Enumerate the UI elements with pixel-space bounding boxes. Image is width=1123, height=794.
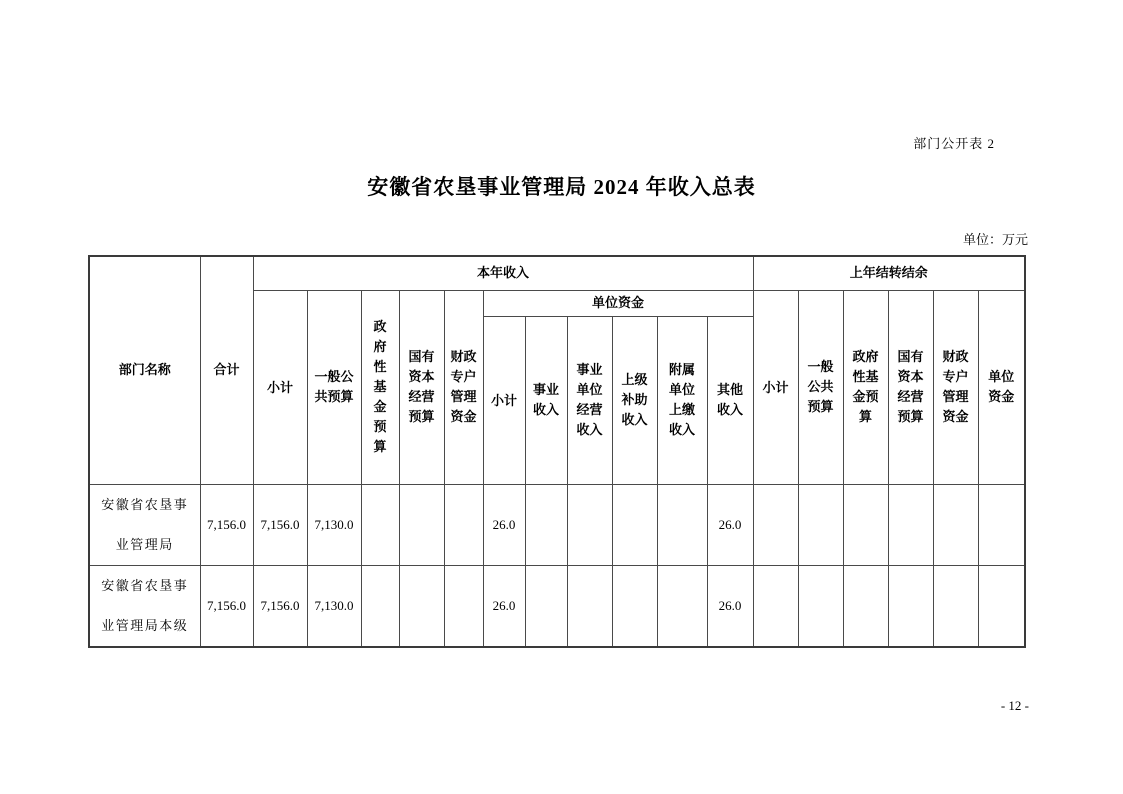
header-cy-state-capital-budget-label: 国有资本经营预算 bbox=[408, 349, 435, 424]
value-cell-uf-business-income bbox=[525, 565, 567, 647]
value-cell-uf-subtotal: 26.0 bbox=[483, 565, 525, 647]
header-uf-affiliated-remittance-income-label: 附属单位上缴收入 bbox=[668, 362, 695, 437]
value-cell-total: 7,156.0 bbox=[200, 484, 253, 565]
header-co-general-public-budget bbox=[798, 290, 843, 484]
value-cell-co-subtotal bbox=[753, 484, 798, 565]
header-department: 部门名称 bbox=[89, 256, 200, 484]
header-uf-business-operation-income-label: 事业单位经营收入 bbox=[576, 362, 603, 437]
header-co-govt-fund-budget bbox=[843, 290, 888, 484]
value-cell-co-state-capital-budget bbox=[888, 565, 933, 647]
value-cell-co-subtotal bbox=[753, 565, 798, 647]
value-cell-uf-business-income bbox=[525, 484, 567, 565]
value-cell-cy-general-public-budget: 7,130.0 bbox=[307, 484, 361, 565]
value-cell-uf-superior-subsidy-income bbox=[612, 565, 657, 647]
value-cell-uf-affiliated-remittance-income bbox=[657, 565, 707, 647]
header-cy-fiscal-account-funds-label: 财政专户管理资金 bbox=[450, 349, 477, 424]
header-uf-subtotal bbox=[483, 316, 525, 484]
value-cell-uf-other-income: 26.0 bbox=[707, 484, 753, 565]
value-cell-cy-subtotal: 7,156.0 bbox=[253, 484, 307, 565]
header-cy-fiscal-account-funds bbox=[444, 290, 483, 484]
page-number: - 12 - bbox=[1000, 698, 1029, 713]
header-uf-superior-subsidy-income-label: 上级补助收入 bbox=[621, 372, 648, 427]
header-total: 合计 bbox=[200, 256, 253, 484]
header-co-fiscal-account-funds bbox=[933, 290, 978, 484]
form-corner-label: 部门公开表 2 bbox=[913, 136, 995, 151]
income-summary-table bbox=[88, 255, 1026, 648]
value-cell-cy-fiscal-account-funds bbox=[444, 565, 483, 647]
page-title: 安徽省农垦事业管理局 2024 年收入总表 bbox=[367, 175, 756, 199]
header-co-subtotal bbox=[753, 290, 798, 484]
header-uf-other-income bbox=[707, 316, 753, 484]
value-cell-co-govt-fund-budget bbox=[843, 484, 888, 565]
header-co-state-capital-budget bbox=[888, 290, 933, 484]
header-uf-other-income-label: 其他收入 bbox=[716, 382, 743, 417]
value-cell-co-state-capital-budget bbox=[888, 484, 933, 565]
header-cy-subtotal-label: 小计 bbox=[266, 379, 293, 395]
value-cell-uf-business-operation-income bbox=[567, 565, 612, 647]
header-cy-govt-fund-budget bbox=[361, 290, 399, 484]
value-cell-uf-other-income: 26.0 bbox=[707, 565, 753, 647]
header-cy-general-public-budget bbox=[307, 290, 361, 484]
value-cell-cy-govt-fund-budget bbox=[361, 484, 399, 565]
value-cell-co-general-public-budget bbox=[798, 565, 843, 647]
header-co-govt-fund-budget-label: 政府性基金预算 bbox=[852, 349, 879, 424]
header-uf-business-income-label: 事业收入 bbox=[532, 382, 559, 417]
value-cell-cy-fiscal-account-funds bbox=[444, 484, 483, 565]
value-cell-uf-superior-subsidy-income bbox=[612, 484, 657, 565]
header-uf-business-income bbox=[525, 316, 567, 484]
value-cell-cy-govt-fund-budget bbox=[361, 565, 399, 647]
value-cell-co-fiscal-account-funds bbox=[933, 565, 978, 647]
header-co-general-public-budget-label: 一般公共预算 bbox=[807, 359, 834, 414]
header-cy-state-capital-budget bbox=[399, 290, 444, 484]
header-co-unit-funds bbox=[978, 290, 1025, 484]
header-uf-superior-subsidy-income bbox=[612, 316, 657, 484]
value-cell-cy-state-capital-budget bbox=[399, 484, 444, 565]
header-co-state-capital-budget-label: 国有资本经营预算 bbox=[897, 349, 924, 424]
header-co-fiscal-account-funds-label: 财政专户管理资金 bbox=[942, 349, 969, 424]
unit-label: 单位：万元 bbox=[962, 232, 1028, 247]
value-cell-cy-general-public-budget: 7,130.0 bbox=[307, 565, 361, 647]
header-uf-business-operation-income bbox=[567, 316, 612, 484]
value-cell-co-unit-funds bbox=[978, 565, 1025, 647]
header-uf-subtotal-label: 小计 bbox=[490, 392, 517, 408]
value-cell-total: 7,156.0 bbox=[200, 565, 253, 647]
group-prior-year-carryover: 上年结转结余 bbox=[753, 256, 1025, 290]
value-cell-co-general-public-budget bbox=[798, 484, 843, 565]
group-current-year-income: 本年收入 bbox=[253, 256, 753, 290]
table-row bbox=[89, 484, 1025, 565]
value-cell-uf-affiliated-remittance-income bbox=[657, 484, 707, 565]
header-co-unit-funds-label: 单位资金 bbox=[988, 369, 1015, 404]
group-unit-funds: 单位资金 bbox=[483, 290, 753, 316]
department-name-cell: 安徽省农垦事业管理局 bbox=[89, 484, 200, 565]
value-cell-cy-state-capital-budget bbox=[399, 565, 444, 647]
value-cell-cy-subtotal: 7,156.0 bbox=[253, 565, 307, 647]
value-cell-co-govt-fund-budget bbox=[843, 565, 888, 647]
header-uf-affiliated-remittance-income bbox=[657, 316, 707, 484]
value-cell-uf-business-operation-income bbox=[567, 484, 612, 565]
value-cell-co-unit-funds bbox=[978, 484, 1025, 565]
header-cy-subtotal bbox=[253, 290, 307, 484]
department-name-cell: 安徽省农垦事业管理局本级 bbox=[89, 565, 200, 647]
header-co-subtotal-label: 小计 bbox=[762, 379, 789, 395]
header-cy-govt-fund-budget-label: 政府性基金预算 bbox=[373, 319, 387, 454]
value-cell-co-fiscal-account-funds bbox=[933, 484, 978, 565]
header-cy-general-public-budget-label: 一般公共预算 bbox=[314, 369, 354, 404]
value-cell-uf-subtotal: 26.0 bbox=[483, 484, 525, 565]
table-row bbox=[89, 565, 1025, 647]
